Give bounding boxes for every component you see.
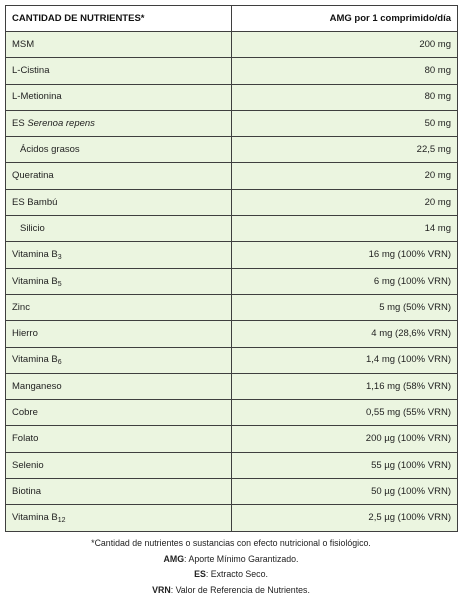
- table-row: [6, 268, 458, 294]
- table-row: [6, 84, 458, 110]
- table-row: [6, 400, 458, 426]
- nutrient-value: 22,5 mg: [232, 137, 458, 163]
- nutrient-value: 1,4 mg (100% VRN): [232, 347, 458, 373]
- nutrient-value: 20 mg: [232, 163, 458, 189]
- nutrient-name: Queratina: [6, 163, 232, 189]
- nutrient-name: Folato: [6, 426, 232, 452]
- nutrient-value: 20 mg: [232, 189, 458, 215]
- nutrient-name: [6, 268, 232, 294]
- nutrient-name-base: Vitamina B: [12, 354, 58, 366]
- table-row: [6, 189, 458, 215]
- nutrient-name: Manganeso: [6, 373, 232, 399]
- nutrient-name-subscript: 6: [57, 359, 62, 367]
- table-row: [6, 505, 458, 531]
- footnote-es-text: : Extracto Seco.: [205, 569, 268, 579]
- nutrient-table: [5, 5, 458, 532]
- nutrient-name: [6, 347, 232, 373]
- table-row: [6, 110, 458, 136]
- nutrient-name: Selenio: [6, 452, 232, 478]
- nutrient-name: Silicio: [6, 216, 232, 242]
- nutrient-value: 200 mg: [232, 32, 458, 58]
- header-amg: AMG por 1 comprimido/día: [232, 6, 458, 32]
- footnote-amg-abbr: AMG: [163, 553, 185, 564]
- footnote-nutrients: *Cantidad de nutrientes o sustancias con efecto nutricional o fisiológico.: [91, 538, 371, 548]
- table-row: [6, 373, 458, 399]
- nutrient-name: Hierro: [6, 321, 232, 347]
- table-row: [6, 321, 458, 347]
- nutrient-name-italic: Serenoa repens: [27, 117, 95, 129]
- nutrient-value: 14 mg: [232, 216, 458, 242]
- table-row: [6, 137, 458, 163]
- nutrient-name: L-Cistina: [6, 58, 232, 84]
- table-row: [6, 242, 458, 268]
- nutrient-value: 55 µg (100% VRN): [232, 452, 458, 478]
- footnotes: [5, 536, 457, 598]
- nutrient-value: 6 mg (100% VRN): [232, 268, 458, 294]
- nutrient-value: 50 µg (100% VRN): [232, 479, 458, 505]
- nutrient-value: 16 mg (100% VRN): [232, 242, 458, 268]
- nutrient-name-subscript: 3: [57, 254, 62, 262]
- table-row: [6, 32, 458, 58]
- nutrient-value: 2,5 µg (100% VRN): [232, 505, 458, 531]
- footnote-amg-text: : Aporte Mínimo Garantizado.: [184, 553, 299, 564]
- nutrient-name: Zinc: [6, 294, 232, 320]
- nutrient-name: [6, 110, 232, 136]
- table-row: [6, 426, 458, 452]
- nutrient-table-container: [5, 5, 457, 532]
- header-nutrients: CANTIDAD DE NUTRIENTES*: [6, 6, 232, 32]
- nutrient-name-prefix: ES: [12, 117, 28, 129]
- nutrient-value: 80 mg: [232, 58, 458, 84]
- table-header-row: [6, 6, 458, 32]
- nutrient-name: Ácidos grasos: [6, 137, 232, 163]
- nutrient-name: L-Metionina: [6, 84, 232, 110]
- footnote-vrn-text: : Valor de Referencia de Nutrientes.: [170, 584, 310, 595]
- nutrient-value: 0,55 mg (55% VRN): [232, 400, 458, 426]
- nutrient-name-base: Vitamina B: [12, 249, 58, 261]
- nutrient-name: ES Bambú: [6, 189, 232, 215]
- nutrient-name-subscript: 12: [57, 517, 66, 525]
- footnote-amg: [5, 552, 457, 568]
- table-row: [6, 216, 458, 242]
- footnote-es: [5, 567, 457, 583]
- footnote-vrn-abbr: VRN: [152, 584, 171, 595]
- table-row: [6, 58, 458, 84]
- nutrient-name: Biotina: [6, 479, 232, 505]
- nutrient-name-base: Vitamina B: [12, 275, 58, 287]
- nutrient-value: 50 mg: [232, 110, 458, 136]
- nutrient-name: MSM: [6, 32, 232, 58]
- nutrient-value: 4 mg (28,6% VRN): [232, 321, 458, 347]
- footnote-es-abbr: ES: [194, 569, 206, 579]
- nutrient-value: 5 mg (50% VRN): [232, 294, 458, 320]
- footnote-vrn: [5, 583, 457, 598]
- nutrient-name: [6, 505, 232, 531]
- table-row: [6, 163, 458, 189]
- nutrient-name-subscript: 5: [57, 280, 62, 288]
- nutrient-name: [6, 242, 232, 268]
- nutrient-value: 200 µg (100% VRN): [232, 426, 458, 452]
- nutrient-name: Cobre: [6, 400, 232, 426]
- table-row: [6, 452, 458, 478]
- nutrient-value: 1,16 mg (58% VRN): [232, 373, 458, 399]
- table-row: [6, 479, 458, 505]
- table-row: [6, 294, 458, 320]
- nutrient-value: 80 mg: [232, 84, 458, 110]
- nutrient-name-base: Vitamina B: [12, 512, 58, 524]
- table-row: [6, 347, 458, 373]
